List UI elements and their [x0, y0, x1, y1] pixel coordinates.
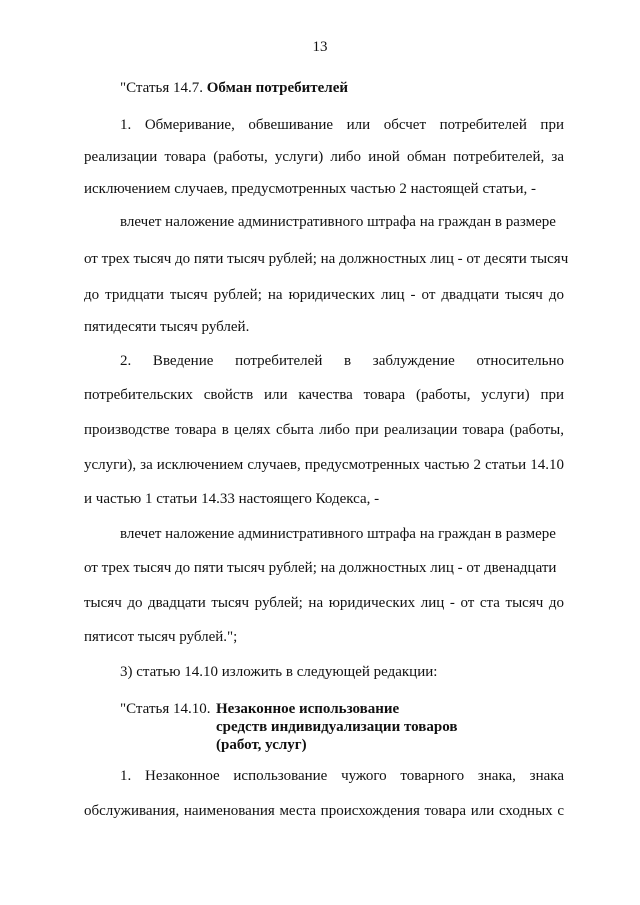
- article-14-7-part1-line: реализации товара (работы, услуги) либо иной обман потребителей, за: [84, 149, 564, 165]
- article-14-10-part1-line: обслуживания, наименования места происхождения товара или сходных с: [84, 803, 564, 819]
- article-14-10-heading-title-line: Незаконное использование: [216, 701, 400, 717]
- article-14-7-part2-line: потребительских свойств или качества товара (работы, услуги) при: [84, 387, 564, 403]
- article-14-7-part2-line: 2. Введение потребителей в заблуждение относительно: [120, 353, 564, 369]
- article-14-7-part1-penalty-line: пятидесяти тысяч рублей.: [84, 319, 250, 335]
- article-14-7-heading-title: Обман потребителей: [206, 80, 348, 96]
- article-14-7-part2-line: производстве товара в целях сбыта либо при реализации товара (работы,: [84, 422, 564, 438]
- article-14-10-heading-title-line: (работ, услуг): [216, 737, 307, 753]
- article-14-7-part1-penalty-line: влечет наложение административного штрафа на граждан в размере: [120, 214, 556, 230]
- article-14-7-heading: [120, 79, 348, 97]
- article-14-7-part2-penalty-line: пятисот тысяч рублей.";: [84, 629, 238, 645]
- amendment-instruction: 3) статью 14.10 изложить в следующей редакции:: [120, 664, 438, 680]
- article-14-7-part2-line: услуги), за исключением случаев, предусмотренных частью 2 статьи 14.10: [84, 457, 564, 473]
- page-number: 13: [312, 39, 328, 55]
- article-14-7-part1-line: 1. Обмеривание, обвешивание или обсчет потребителей при: [120, 117, 564, 133]
- article-14-10-heading-prefix: "Статья 14.10.: [120, 701, 211, 717]
- article-14-7-part1-penalty-line: до тридцати тысяч рублей; на юридических лиц - от двадцати тысяч до: [84, 287, 564, 303]
- article-14-7-part1-line: исключением случаев, предусмотренных частью 2 настоящей статьи, -: [84, 181, 537, 197]
- article-14-10-heading-title-line: средств индивидуализации товаров: [216, 719, 458, 735]
- article-14-7-part2-penalty-line: от трех тысяч до пяти тысяч рублей; на должностных лиц - от двенадцати: [84, 560, 557, 576]
- article-14-7-part1-penalty-line: от трех тысяч до пяти тысяч рублей; на должностных лиц - от десяти тысяч: [84, 251, 569, 267]
- article-14-7-part2-line: и частью 1 статьи 14.33 настоящего Кодекса, -: [84, 491, 380, 507]
- article-14-7-part2-penalty-line: тысяч до двадцати тысяч рублей; на юридических лиц - от ста тысяч до: [84, 595, 564, 611]
- article-14-10-part1-line: 1. Незаконное использование чужого товарного знака, знака: [120, 768, 564, 784]
- article-14-7-heading-prefix: "Статья 14.7.: [120, 80, 207, 96]
- article-14-7-part2-penalty-line: влечет наложение административного штрафа на граждан в размере: [120, 526, 556, 542]
